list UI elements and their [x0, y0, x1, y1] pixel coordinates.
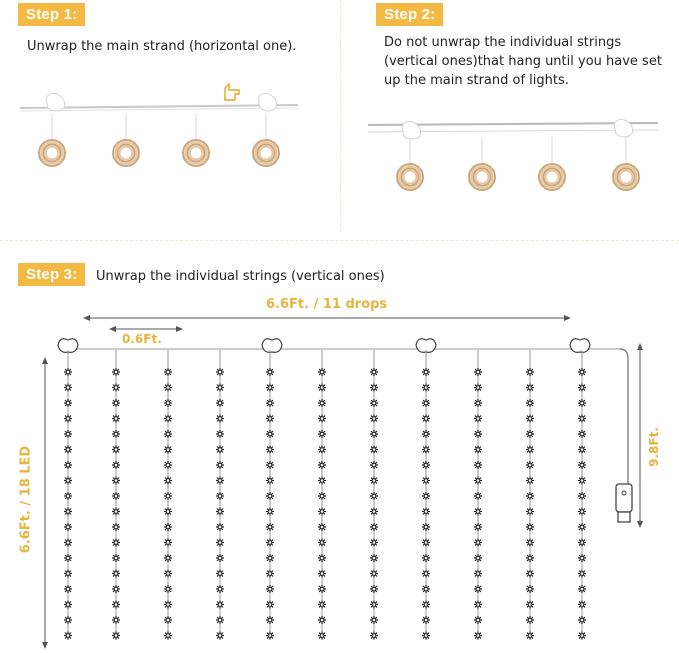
led-bulb-icon: [164, 446, 172, 454]
led-bulb-icon: [370, 601, 378, 609]
led-bulb-icon: [164, 523, 172, 531]
led-bulb-icon: [318, 368, 326, 376]
led-bulb-icon: [216, 399, 224, 407]
led-bulb-icon: [216, 616, 224, 624]
led-bulb-icon: [216, 585, 224, 593]
led-bulb-icon: [112, 616, 120, 624]
led-bulb-icon: [64, 585, 72, 593]
led-bulb-icon: [64, 461, 72, 469]
led-bulb-icon: [578, 601, 586, 609]
led-bulb-icon: [422, 508, 430, 516]
led-bulb-icon: [266, 430, 274, 438]
led-bulb-icon: [266, 539, 274, 547]
led-bulb-icon: [164, 368, 172, 376]
led-bulb-icon: [422, 570, 430, 578]
led-bulb-icon: [216, 461, 224, 469]
led-bulb-icon: [474, 430, 482, 438]
led-bulb-icon: [64, 368, 72, 376]
led-bulb-icon: [216, 384, 224, 392]
usb-cable: [620, 349, 628, 485]
led-bulb-icon: [370, 523, 378, 531]
led-bulb-icon: [266, 508, 274, 516]
led-bulb-icon: [318, 461, 326, 469]
led-bulb-icon: [112, 415, 120, 423]
led-bulb-icon: [370, 616, 378, 624]
led-bulb-icon: [526, 523, 534, 531]
led-bulb-icon: [526, 632, 534, 640]
led-bulb-icon: [266, 632, 274, 640]
led-bulb-icon: [266, 477, 274, 485]
led-bulb-icon: [266, 492, 274, 500]
led-bulb-icon: [318, 399, 326, 407]
led-bulb-icon: [474, 477, 482, 485]
led-bulb-icon: [526, 539, 534, 547]
led-bulb-icon: [216, 523, 224, 531]
usb-plug-icon: [616, 484, 632, 522]
led-bulb-icon: [164, 601, 172, 609]
led-bulb-icon: [526, 430, 534, 438]
led-bulb-icon: [64, 554, 72, 562]
led-bulb-icon: [266, 601, 274, 609]
led-bulb-icon: [318, 508, 326, 516]
led-bulb-icon: [112, 430, 120, 438]
led-bulb-icon: [474, 523, 482, 531]
step3-badge: Step 3:: [18, 263, 85, 286]
led-bulb-icon: [474, 368, 482, 376]
led-bulb-icon: [370, 492, 378, 500]
led-bulb-icon: [112, 492, 120, 500]
led-bulb-icon: [64, 492, 72, 500]
led-bulb-icon: [266, 523, 274, 531]
led-bulb-icon: [318, 632, 326, 640]
led-bulb-icon: [370, 446, 378, 454]
led-bulb-icon: [64, 446, 72, 454]
led-bulb-icon: [216, 554, 224, 562]
led-bulb-icon: [318, 492, 326, 500]
led-bulb-icon: [526, 477, 534, 485]
led-bulb-icon: [370, 461, 378, 469]
led-bulb-icon: [64, 384, 72, 392]
led-bulb-icon: [370, 585, 378, 593]
led-bulb-icon: [422, 539, 430, 547]
led-bulb-icon: [474, 539, 482, 547]
led-bulb-icon: [578, 477, 586, 485]
led-bulb-icon: [318, 601, 326, 609]
led-bulb-icon: [318, 554, 326, 562]
led-bulb-icon: [164, 585, 172, 593]
led-bulb-icon: [422, 601, 430, 609]
led-bulb-icon: [164, 616, 172, 624]
led-bulb-icon: [578, 399, 586, 407]
led-bulb-icon: [474, 616, 482, 624]
led-bulb-icon: [266, 461, 274, 469]
led-bulb-icon: [112, 384, 120, 392]
led-bulb-icon: [216, 415, 224, 423]
led-bulb-icon: [370, 539, 378, 547]
led-bulb-icon: [474, 399, 482, 407]
led-bulb-icon: [474, 446, 482, 454]
led-bulb-icon: [578, 585, 586, 593]
led-bulb-icon: [112, 554, 120, 562]
led-bulb-icon: [318, 384, 326, 392]
led-bulb-icon: [526, 446, 534, 454]
led-bulb-icon: [64, 430, 72, 438]
led-bulb-icon: [422, 430, 430, 438]
led-bulb-icon: [64, 399, 72, 407]
led-bulb-icon: [526, 399, 534, 407]
led-bulb-icon: [526, 570, 534, 578]
led-bulb-icon: [526, 585, 534, 593]
led-bulb-icon: [474, 554, 482, 562]
led-bulb-icon: [526, 384, 534, 392]
led-bulb-icon: [578, 539, 586, 547]
led-bulb-icon: [164, 384, 172, 392]
led-bulb-icon: [266, 585, 274, 593]
width-dimension-label: 6.6Ft. / 11 drops: [266, 297, 388, 312]
led-bulb-icon: [370, 415, 378, 423]
led-bulb-icon: [266, 446, 274, 454]
led-bulb-icon: [370, 477, 378, 485]
led-bulb-icon: [370, 570, 378, 578]
led-bulb-icon: [370, 430, 378, 438]
led-bulb-icon: [216, 477, 224, 485]
led-bulb-icon: [318, 430, 326, 438]
led-bulb-icon: [422, 368, 430, 376]
led-bulb-icon: [112, 601, 120, 609]
led-bulb-icon: [216, 492, 224, 500]
led-bulb-icon: [474, 632, 482, 640]
hook-clip-icon: [58, 339, 590, 353]
led-bulb-icon: [422, 399, 430, 407]
led-bulb-icon: [318, 616, 326, 624]
led-bulb-icon: [216, 368, 224, 376]
led-bulb-icon: [318, 523, 326, 531]
led-bulb-icon: [474, 601, 482, 609]
led-bulb-icon: [216, 570, 224, 578]
led-bulb-icon: [526, 415, 534, 423]
led-bulb-icon: [578, 570, 586, 578]
height-dimension-label: 6.6Ft. / 18 LED: [18, 445, 34, 554]
cable-dimension-label: 9.8Ft.: [647, 427, 661, 467]
led-bulb-icon: [64, 415, 72, 423]
step3-text: Unwrap the individual strings (vertical ones): [96, 269, 385, 284]
led-bulb-icon: [64, 616, 72, 624]
led-bulb-icon: [578, 384, 586, 392]
led-bulb-icon: [216, 601, 224, 609]
led-bulb-icon: [112, 585, 120, 593]
led-bulb-icon: [112, 570, 120, 578]
led-bulb-icon: [112, 508, 120, 516]
led-bulb-icon: [266, 415, 274, 423]
led-bulb-icon: [526, 508, 534, 516]
led-bulb-icon: [318, 415, 326, 423]
led-bulb-icon: [164, 554, 172, 562]
led-bulb-icon: [526, 492, 534, 500]
led-bulb-icon: [216, 632, 224, 640]
led-bulb-icon: [64, 539, 72, 547]
led-bulb-icon: [112, 368, 120, 376]
led-bulb-icon: [578, 461, 586, 469]
led-bulb-icon: [164, 492, 172, 500]
led-bulb-icon: [266, 554, 274, 562]
led-bulb-icon: [474, 415, 482, 423]
led-bulb-icon: [164, 430, 172, 438]
led-bulb-icon: [422, 585, 430, 593]
spacing-dimension-label: 0.6Ft.: [122, 332, 162, 346]
step1-text: Unwrap the main strand (horizontal one).: [27, 39, 297, 54]
led-bulb-icon: [370, 554, 378, 562]
led-bulb-icon: [578, 430, 586, 438]
led-bulb-icon: [318, 446, 326, 454]
led-bulb-icon: [64, 523, 72, 531]
led-bulb-icon: [112, 461, 120, 469]
led-bulb-icon: [370, 508, 378, 516]
led-bulb-icon: [578, 415, 586, 423]
led-bulb-icon: [526, 368, 534, 376]
led-bulb-icon: [422, 415, 430, 423]
led-bulb-icon: [578, 523, 586, 531]
led-bulb-icon: [112, 399, 120, 407]
led-bulb-icon: [266, 368, 274, 376]
led-bulb-icon: [578, 368, 586, 376]
led-bulb-icon: [422, 554, 430, 562]
led-bulb-icon: [578, 508, 586, 516]
led-bulb-icon: [526, 554, 534, 562]
led-bulb-icon: [64, 508, 72, 516]
step1-badge: Step 1:: [18, 3, 85, 26]
led-bulb-icon: [216, 446, 224, 454]
led-bulb-icon: [422, 446, 430, 454]
led-bulb-icon: [64, 632, 72, 640]
led-bulb-icon: [474, 508, 482, 516]
led-bulb-icon: [474, 585, 482, 593]
led-bulb-icon: [370, 399, 378, 407]
led-bulb-icon: [578, 616, 586, 624]
led-bulb-icon: [578, 554, 586, 562]
led-bulb-icon: [112, 539, 120, 547]
led-bulb-icon: [578, 632, 586, 640]
led-bulb-icon: [474, 570, 482, 578]
led-bulb-icon: [474, 461, 482, 469]
led-bulb-icon: [112, 632, 120, 640]
led-bulb-icon: [164, 461, 172, 469]
led-bulb-icon: [526, 601, 534, 609]
led-bulb-icon: [164, 508, 172, 516]
step2-badge: Step 2:: [376, 3, 443, 26]
led-bulb-icon: [422, 632, 430, 640]
led-bulb-icon: [164, 399, 172, 407]
led-bulb-icon: [422, 461, 430, 469]
led-bulb-icon: [526, 616, 534, 624]
led-bulb-icon: [216, 508, 224, 516]
led-bulb-icon: [318, 570, 326, 578]
led-bulb-icon: [370, 632, 378, 640]
step2-text: Do not unwrap the individual strings (vertical ones)that hang until you have set up the main strand of lights.: [384, 35, 662, 88]
led-bulb-icon: [422, 616, 430, 624]
led-bulb-icon: [266, 399, 274, 407]
led-bulb-icon: [112, 523, 120, 531]
led-bulb-icon: [578, 446, 586, 454]
led-bulb-icon: [64, 477, 72, 485]
led-bulb-icon: [112, 477, 120, 485]
led-bulb-icon: [318, 539, 326, 547]
led-bulb-icon: [474, 384, 482, 392]
led-bulb-icon: [216, 430, 224, 438]
led-bulb-icon: [474, 492, 482, 500]
led-bulb-icon: [422, 523, 430, 531]
led-bulb-icon: [164, 477, 172, 485]
led-bulb-icon: [422, 384, 430, 392]
led-bulb-icon: [526, 461, 534, 469]
led-bulb-icon: [112, 446, 120, 454]
led-bulb-icon: [422, 477, 430, 485]
led-bulb-icon: [578, 492, 586, 500]
led-bulb-icon: [422, 492, 430, 500]
led-bulb-icon: [164, 570, 172, 578]
led-bulb-icon: [164, 632, 172, 640]
led-bulb-icon: [64, 570, 72, 578]
led-bulb-icon: [64, 601, 72, 609]
led-bulb-icon: [370, 384, 378, 392]
led-bulb-icon: [164, 539, 172, 547]
led-bulb-icon: [266, 616, 274, 624]
led-bulb-icon: [266, 570, 274, 578]
led-bulb-icon: [370, 368, 378, 376]
led-bulb-icon: [164, 415, 172, 423]
led-bulb-icon: [216, 539, 224, 547]
led-bulb-icon: [318, 477, 326, 485]
led-bulb-icon: [318, 585, 326, 593]
led-bulb-icon: [266, 384, 274, 392]
